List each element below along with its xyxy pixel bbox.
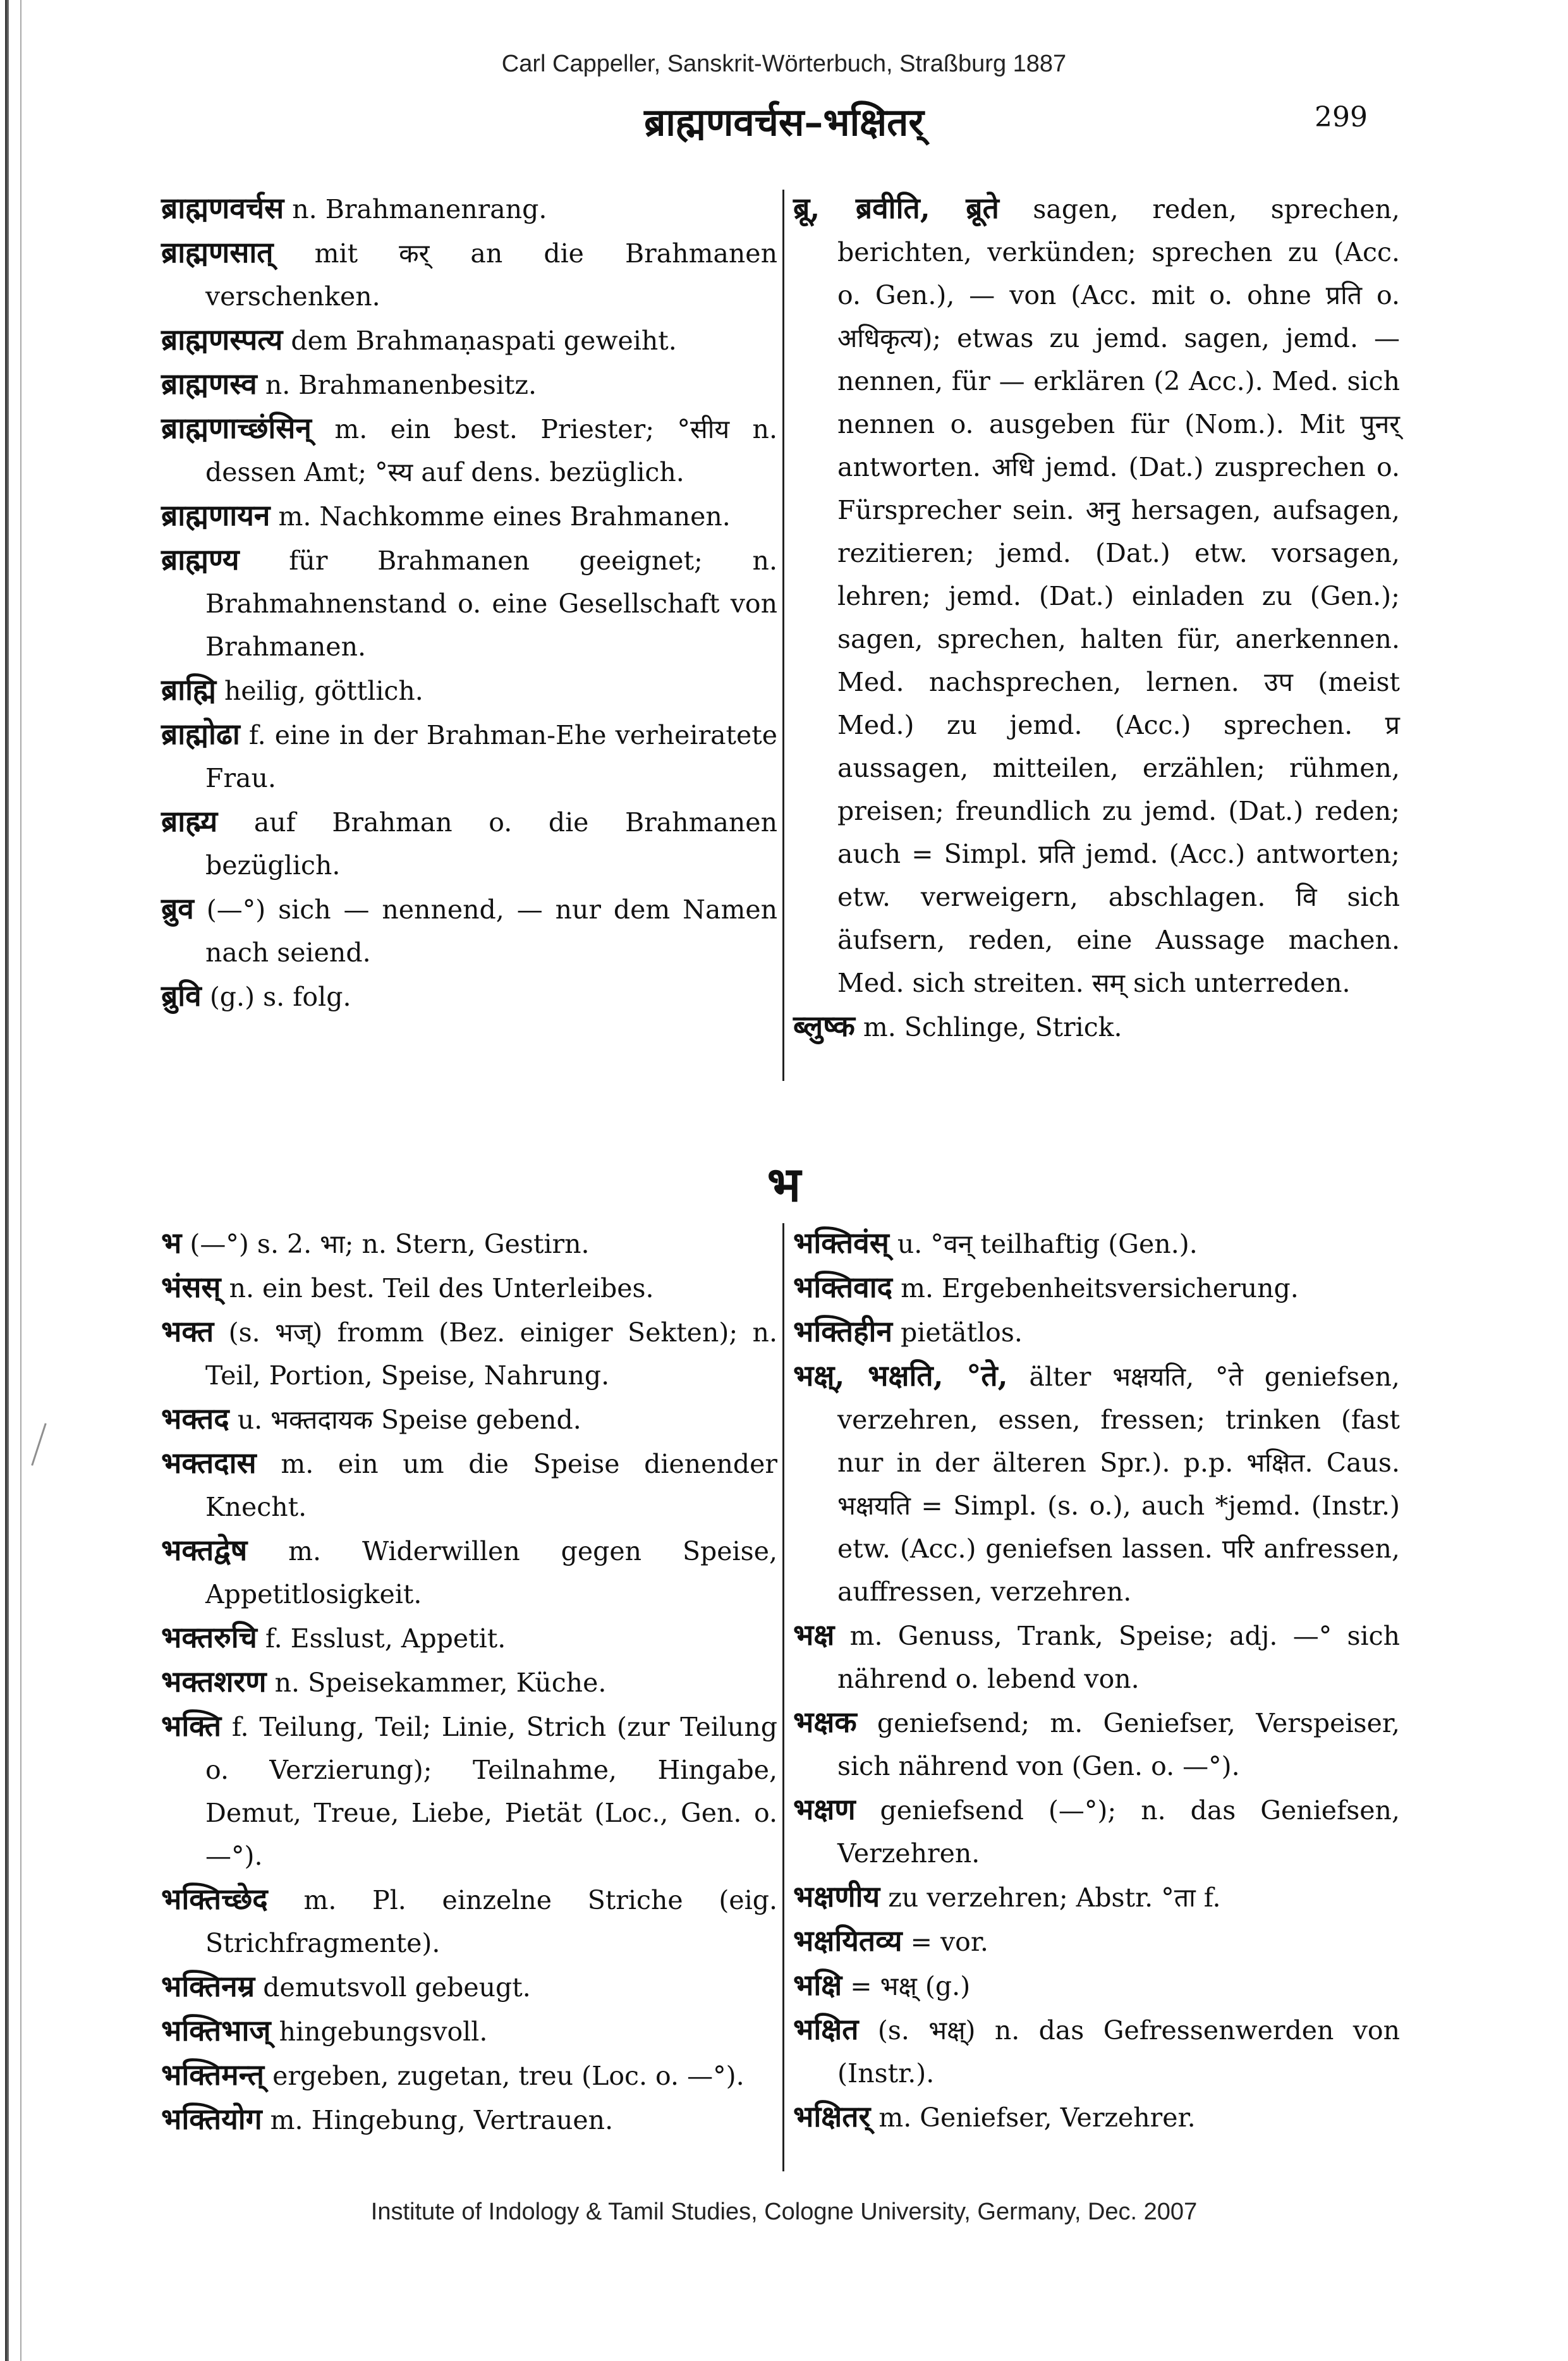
dictionary-entry: [161, 2053, 777, 2097]
entry-headword: भक्तिवाद: [793, 1270, 893, 1304]
dictionary-entry: [161, 974, 777, 1018]
entry-definition: u. °वन् teilhaftig (Gen.).: [897, 1229, 1198, 1259]
dictionary-entry: [793, 1310, 1400, 1354]
entry-headword: ब्राह्मोढा: [161, 717, 240, 751]
entry-definition: demutsvoll gebeugt.: [263, 1972, 531, 2003]
entry-definition: = भक्ष् (g.): [850, 1971, 971, 2001]
dictionary-entry: [161, 887, 777, 974]
entry-definition: pietätlos.: [901, 1317, 1023, 1348]
entry-definition: n. Brahmanenrang.: [292, 194, 547, 224]
column-rule-lower: [782, 1223, 784, 2171]
entry-headword: भक्षयितव्य: [793, 1924, 903, 1958]
dictionary-entry: [161, 800, 777, 887]
dictionary-entry: [793, 2095, 1400, 2139]
entry-definition: heilig, göttlich.: [224, 676, 423, 706]
dictionary-entry: [793, 1221, 1400, 1266]
dictionary-entry: [793, 1788, 1400, 1875]
dictionary-entry: [161, 1310, 777, 1397]
entry-headword: भक्ति: [161, 1709, 222, 1743]
dictionary-entry: [793, 1266, 1400, 1310]
entry-definition: (s. भज्) fromm (Bez. einiger Sekten); n. Teil, Portion, Speise, Nahrung.: [205, 1317, 777, 1391]
entry-definition: m. Pl. einzelne Striche (eig. Strichfragmente).: [205, 1885, 777, 1958]
upper-left-column: [161, 186, 777, 1103]
dictionary-entry: [161, 1266, 777, 1310]
entry-headword: भक्ष: [793, 1618, 835, 1652]
scan-mark: [31, 1423, 46, 1466]
entry-definition: m. ein um die Speise dienender Knecht.: [205, 1449, 777, 1522]
entry-headword: ब्राह्मणवर्चस: [161, 191, 284, 225]
entry-headword: भक्ष्, भक्षति, °ते,: [793, 1358, 1008, 1393]
entry-definition: u. भक्तदायक Speise gebend.: [237, 1405, 581, 1435]
entry-definition: f. Esslust, Appetit.: [265, 1623, 506, 1654]
entry-headword: भक्षि: [793, 1968, 842, 2002]
entry-headword: भंसस्: [161, 1270, 221, 1304]
entry-headword: ब्राह्मणस्व: [161, 367, 257, 401]
entry-headword: भक्त: [161, 1314, 214, 1348]
lower-right-column: [793, 1221, 1400, 2176]
entry-definition: (—°) s. 2. भा; n. Stern, Gestirn.: [190, 1229, 590, 1259]
entry-definition: ergeben, zugetan, treu (Loc. o. —°).: [272, 2061, 744, 2091]
entry-headword: ब्लुष्क: [793, 1009, 855, 1043]
entry-headword: भक्तिच्छेद: [161, 1882, 268, 1916]
entry-headword: ब्रू, ब्रवीति, ब्रूते: [793, 191, 999, 225]
entry-headword: भक्तिवंस्: [793, 1226, 889, 1260]
entry-definition: = vor.: [910, 1927, 988, 1957]
entry-definition: sagen, reden, sprechen, berichten, verkünden; sprechen zu (Acc. o. Gen.), — von (Acc. mit o. ohne प्रति o. अधिकृत्य); etwas zu jemd. sagen, jemd. — nennen, für — erklären (2 Acc.). Med. sich nennen o. ausgeben für (Nom.). Mit पुनर् antworten. अधि jemd. (Dat.) zusprechen o. Fürsprecher sein. अनु hersagen, aufsagen, rezitieren; jemd. (Dat.) etw. vorsagen, lehren; jemd. (Dat.) einladen zu (Gen.); sagen, sprechen, halten für, anerkennen. Med. nachsprechen, lernen. उप (meist Med.) zu jemd. (Acc.) sprechen. प्र aussagen, mitteilen, erzählen; rühmen, preisen; freundlich zu jemd. (Dat.) reden; auch = Simpl. प्रति jemd. (Acc.) antworten; etw. verweigern, abschlagen. वि sich äufsern, reden, eine Aussage machen. Med. sich streiten. सम् sich unterreden.: [837, 194, 1400, 998]
entry-headword: ब्रुवि: [161, 979, 202, 1013]
entry-headword: भक्तशरण: [161, 1664, 267, 1699]
dictionary-entry: [161, 1528, 777, 1616]
dictionary-entry: [161, 186, 777, 231]
dictionary-entry: [793, 1354, 1400, 1613]
dictionary-entry: [161, 1397, 777, 1441]
entry-headword: भक्षक: [793, 1705, 857, 1739]
page-number: 299: [1315, 101, 1368, 133]
entry-definition: geniefsend (—°); n. das Geniefsen, Verzehren.: [837, 1795, 1400, 1869]
entry-definition: f. Teilung, Teil; Linie, Strich (zur Teilung o. Verzierung); Teilnahme, Hingabe, Demut, Treue, Liebe, Pietät (Loc., Gen. o. —°).: [205, 1712, 777, 1871]
entry-headword: भक्षणीय: [793, 1879, 880, 1913]
entry-definition: m. Nachkomme eines Brahmanen.: [278, 501, 731, 532]
dictionary-entry: [161, 494, 777, 538]
entry-headword: ब्राह्मणसात्: [161, 235, 274, 269]
bottom-credit: Institute of Indology & Tamil Studies, Cologne University, Germany, Dec. 2007: [370, 2199, 1198, 2225]
dictionary-entry: [161, 318, 777, 362]
dictionary-entry: [161, 1704, 777, 1877]
entry-definition: für Brahmanen geeignet; n. Brahmahnenstand o. eine Gesellschaft von Brahmanen.: [205, 546, 777, 662]
entry-headword: भक्तद्वेष: [161, 1533, 248, 1567]
dictionary-entry: [161, 1877, 777, 1965]
running-head: ब्राह्मणवर्चस–भक्षितर्: [644, 101, 924, 145]
dictionary-entry: [161, 712, 777, 800]
column-rule-upper: [782, 190, 784, 1081]
dictionary-entry: [161, 231, 777, 318]
entry-definition: dem Brahmaṇaspati geweiht.: [291, 326, 677, 356]
entry-definition: geniefsend; m. Geniefser, Verspeiser, sich nährend von (Gen. o. —°).: [837, 1708, 1400, 1781]
entry-headword: भक्तियोग: [161, 2102, 262, 2136]
dictionary-entry: [793, 1613, 1400, 1700]
upper-right-column: [793, 186, 1400, 1103]
entry-definition: m. Hingebung, Vertrauen.: [270, 2105, 614, 2135]
entry-headword: ब्रुव: [161, 891, 194, 925]
entry-definition: m. Genuss, Trank, Speise; adj. —° sich nährend o. lebend von.: [837, 1621, 1400, 1694]
entry-headword: ब्राह्मि: [161, 673, 216, 707]
dictionary-entry: [793, 186, 1400, 1004]
entry-definition: (s. भक्ष्) n. das Gefressenwerden von (Instr.).: [837, 2015, 1400, 2089]
entry-definition: zu verzehren; Abstr. °ता f.: [888, 1882, 1221, 1913]
dictionary-entry: [161, 1616, 777, 1660]
entry-headword: ब्राह्मणस्पत्य: [161, 322, 283, 357]
entry-definition: auf Brahman o. die Brahmanen bezüglich.: [205, 807, 777, 881]
entry-headword: भक्तिहीन: [793, 1314, 892, 1348]
entry-headword: ब्राह्म्य: [161, 804, 218, 838]
entry-headword: ब्राह्मण्य: [161, 542, 240, 577]
dictionary-entry: [793, 1004, 1400, 1049]
entry-headword: भक्तरुचि: [161, 1620, 257, 1654]
section-letter: भ: [767, 1156, 801, 1212]
lower-left-column: [161, 1221, 777, 2176]
entry-headword: भक्षितर्: [793, 2099, 871, 2133]
entry-definition: n. Brahmanenbesitz.: [265, 370, 537, 400]
dictionary-entry: [161, 1441, 777, 1528]
entry-definition: m. Widerwillen gegen Speise, Appetitlosigkeit.: [205, 1536, 777, 1609]
dictionary-entry: [161, 538, 777, 668]
dictionary-entry: [161, 2097, 777, 2142]
dictionary-entry: [793, 1700, 1400, 1788]
dictionary-entry: [161, 668, 777, 712]
dictionary-entry: [161, 2009, 777, 2053]
entry-headword: भक्तिनम्र: [161, 1969, 255, 2003]
dictionary-entry: [793, 1963, 1400, 2008]
dictionary-entry: [161, 1965, 777, 2009]
entry-definition: hingebungsvoll.: [279, 2016, 488, 2047]
entry-definition: älter भक्षयति, °ते geniefsen, verzehren, essen, fressen; trinken (fast nur in der älteren Spr.). p.p. भक्षित. Caus. भक्षयति = Simpl. (s. o.), auch *jemd. (Instr.) etw. (Acc.) geniefsen lassen. परि anfressen, auffressen, verzehren.: [837, 1362, 1400, 1607]
dictionary-entry: [793, 2008, 1400, 2095]
dictionary-entry: [161, 362, 777, 406]
dictionary-entry: [161, 406, 777, 494]
dictionary-entry: [793, 1875, 1400, 1919]
entry-definition: m. Schlinge, Strick.: [863, 1012, 1122, 1042]
entry-definition: m. Geniefser, Verzehrer.: [878, 2102, 1196, 2133]
entry-headword: ब्राह्मणाच्छंसिन्: [161, 411, 312, 445]
entry-headword: भ: [161, 1226, 182, 1260]
entry-definition: (g.) s. folg.: [209, 982, 351, 1012]
entry-headword: भक्तदास: [161, 1446, 257, 1480]
entry-headword: भक्षण: [793, 1792, 856, 1826]
top-credit: Carl Cappeller, Sanskrit-Wörterbuch, Straßburg 1887: [501, 51, 1067, 77]
entry-definition: m. ein best. Priester; °सीय n. dessen Amt; °स्य auf dens. bezüglich.: [205, 414, 777, 487]
entry-headword: भक्तिमन्त्: [161, 2058, 265, 2092]
dictionary-entry: [161, 1660, 777, 1704]
entry-definition: n. ein best. Teil des Unterleibes.: [229, 1273, 654, 1303]
entry-definition: mit कर् an die Brahmanen verschenken.: [205, 238, 777, 312]
entry-headword: भक्तिभाज्: [161, 2013, 271, 2047]
entry-definition: n. Speisekammer, Küche.: [274, 1668, 607, 1698]
entry-definition: (—°) sich — nennend, — nur dem Namen nach seiend.: [205, 894, 777, 968]
entry-definition: m. Ergebenheitsversicherung.: [901, 1273, 1299, 1303]
dictionary-entry: [161, 1221, 777, 1266]
entry-headword: भक्तद: [161, 1401, 229, 1436]
entry-headword: भक्षित: [793, 2012, 859, 2046]
dictionary-entry: [793, 1919, 1400, 1963]
entry-headword: ब्राह्मणायन: [161, 498, 270, 532]
entry-definition: f. eine in der Brahman-Ehe verheiratete Frau.: [205, 720, 777, 793]
